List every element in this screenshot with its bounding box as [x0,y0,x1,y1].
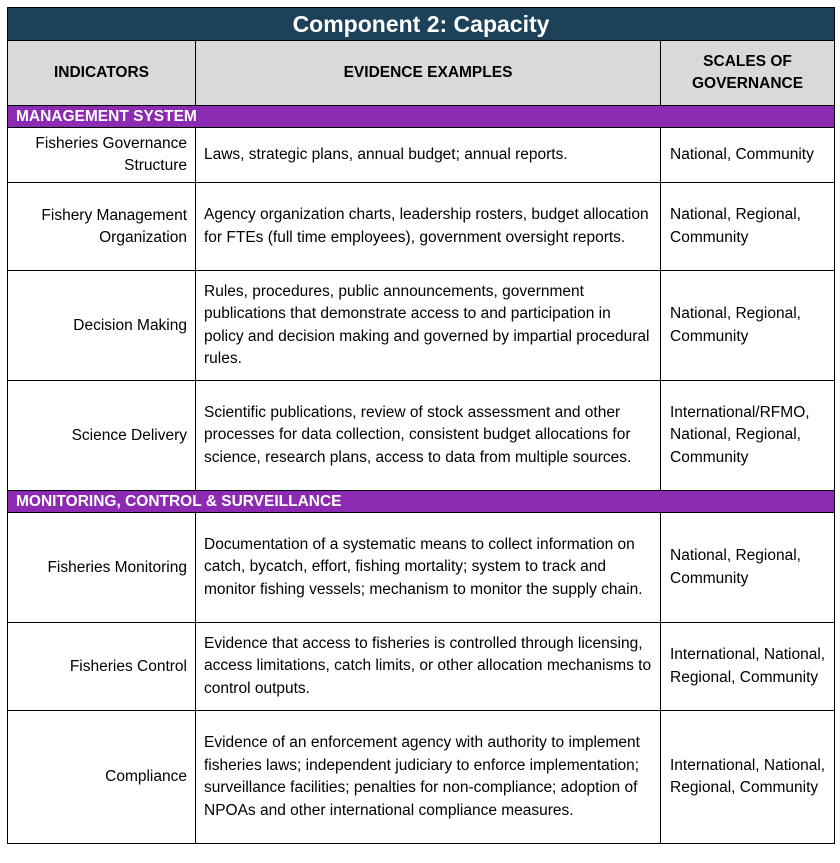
scales-cell: National, Regional, Community [661,183,835,271]
indicator-cell: Decision Making [8,271,196,381]
scales-cell: International, National, Regional, Community [661,711,835,844]
scales-cell: International, National, Regional, Community [661,623,835,711]
section-header: MONITORING, CONTROL & SURVEILLANCE [8,491,835,513]
evidence-cell: Scientific publications, review of stock assessment and other processes for data collection, consistent budget allocations for science, research plans, access to data from multiple sources. [196,381,661,491]
table-row [8,183,835,271]
indicator-cell: Fisheries Monitoring [8,513,196,623]
table-row [8,271,835,381]
table-row [8,711,835,844]
scales-cell: International/RFMO, National, Regional, Community [661,381,835,491]
scales-cell: National, Regional, Community [661,271,835,381]
indicator-cell: Compliance [8,711,196,844]
evidence-cell: Documentation of a systematic means to collect information on catch, bycatch, effort, fishing mortality; system to track and monitor fishing vessels; mechanism to monitor the supply chain. [196,513,661,623]
indicator-cell: Fishery Management Organization [8,183,196,271]
capacity-table [7,7,835,844]
scales-cell: National, Regional, Community [661,513,835,623]
indicator-cell: Fisheries Control [8,623,196,711]
table-row [8,128,835,183]
indicator-cell: Fisheries Governance Structure [8,128,196,183]
evidence-cell: Evidence of an enforcement agency with authority to implement fisheries laws; independent judiciary to enforce implementation; surveillance facilities; penalties for non-compliance; adoption of NPOAs and other international compliance measures. [196,711,661,844]
table-row [8,623,835,711]
table-title: Component 2: Capacity [8,8,835,41]
table-row [8,513,835,623]
capacity-table-wrapper [7,7,834,844]
indicator-cell: Science Delivery [8,381,196,491]
header-scales-of-governance: SCALES OF GOVERNANCE [661,41,835,106]
header-indicators: INDICATORS [8,41,196,106]
table-row [8,381,835,491]
header-evidence-examples: EVIDENCE EXAMPLES [196,41,661,106]
evidence-cell: Agency organization charts, leadership rosters, budget allocation for FTEs (full time employees), government oversight reports. [196,183,661,271]
evidence-cell: Rules, procedures, public announcements, government publications that demonstrate access to and participation in policy and decision making and governed by impartial procedural rules. [196,271,661,381]
scales-cell: National, Community [661,128,835,183]
section-header: MANAGEMENT SYSTEM [8,106,835,128]
evidence-cell: Laws, strategic plans, annual budget; annual reports. [196,128,661,183]
evidence-cell: Evidence that access to fisheries is controlled through licensing, access limitations, catch limits, or other allocation mechanisms to control outputs. [196,623,661,711]
